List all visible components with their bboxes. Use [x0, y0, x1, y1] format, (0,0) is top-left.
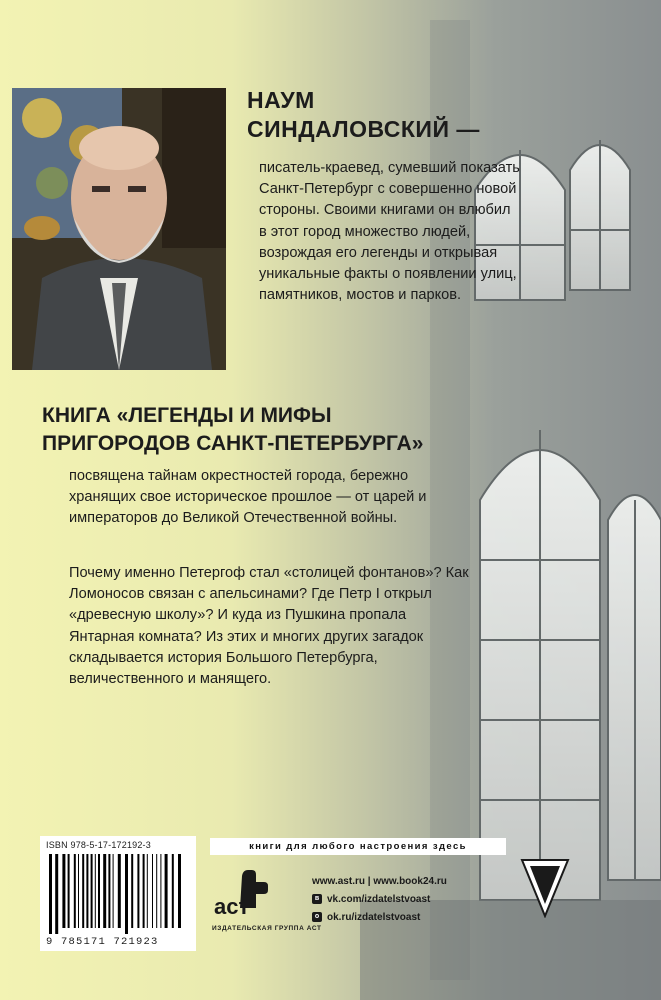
author-photo: [12, 88, 226, 370]
barcode-bar: [86, 854, 88, 928]
website-links[interactable]: www.ast.ru | www.book24.ru: [312, 875, 447, 887]
barcode-bar: [49, 854, 52, 934]
barcode-bar: [118, 854, 121, 928]
barcode-bars: [45, 854, 191, 934]
barcode-bar: [113, 854, 114, 928]
barcode-bar: [156, 854, 157, 928]
barcode-bar: [178, 854, 181, 928]
book-description-paragraph-1: посвящена тайнам окрестностей города, бережно хранящих свое историческое прошлое — от царей и императоров до Великой Отечественной войны.: [69, 468, 427, 527]
barcode-bar: [103, 854, 106, 928]
barcode-bar: [160, 854, 161, 928]
book-description-paragraph-2: Почему именно Петергоф стал «столицей фонтанов»? Как Ломоносов связан с апельсинами? Где Петр I открыл «древесную школу»? И куда из Пушкина пропала Янтарная комната? Из этих и многих других загадок складывается история Большого Петербурга, величественного и манящего.: [69, 565, 469, 688]
barcode-area: [40, 836, 196, 951]
book-title: [42, 402, 423, 458]
barcode-bar: [74, 854, 76, 928]
barcode-bar: [68, 854, 70, 928]
barcode-digits: 9 785171 721923: [46, 936, 159, 948]
book-title-line2: ПРИГОРОДОВ САНКТ-ПЕТЕРБУРГА»: [42, 432, 424, 455]
v-publisher-mark: [520, 858, 570, 918]
isbn-label: ISBN 978-5-17-172192-3: [46, 840, 151, 850]
barcode-bar: [147, 854, 148, 928]
author-name-line1: НАУМ: [247, 87, 315, 113]
barcode-bar: [131, 854, 133, 928]
barcode-bar: [125, 854, 128, 934]
vk-link-text: vk.com/izdatelstvoast: [327, 893, 431, 905]
barcode-bar: [108, 854, 110, 928]
vk-link[interactable]: [312, 890, 447, 908]
author-bio: писатель-краевед, сумевший показать Санкт-Петербург с совершенно новой стороны. Своими книгами он влюбил в этот город множество людей, возрождая его легенды и открывая уникальные факты о появлении улиц, памятников, мостов и парков.: [259, 160, 520, 304]
ok-link[interactable]: [312, 908, 447, 926]
ok-link-text: ok.ru/izdatelstvoast: [327, 911, 421, 923]
barcode-bar: [78, 854, 79, 928]
barcode-bar: [62, 854, 65, 928]
ast-logo: [212, 868, 286, 922]
barcode-bar: [82, 854, 84, 928]
ast-logo-text: аст: [214, 894, 250, 919]
barcode-bar: [152, 854, 153, 928]
publisher-label: ИЗДАТЕЛЬСКАЯ ГРУППА АСТ: [212, 925, 322, 932]
vk-icon: в: [312, 894, 322, 904]
barcode-bar: [91, 854, 93, 928]
barcode-bar: [95, 854, 96, 928]
barcode-bar: [137, 854, 139, 928]
publisher-slogan: книги для любого настроения здесь: [210, 838, 506, 855]
barcode-bar: [172, 854, 174, 928]
book-title-line1: КНИГА «ЛЕГЕНДЫ И МИФЫ: [42, 404, 332, 427]
barcode-bar: [143, 854, 145, 928]
author-name-line2: СИНДАЛОВСКИЙ —: [247, 116, 480, 142]
author-name: [247, 86, 480, 144]
barcode-bar: [55, 854, 58, 934]
barcode-bar: [165, 854, 168, 928]
ok-icon: о: [312, 912, 322, 922]
publisher-links: [312, 872, 447, 926]
barcode-bar: [98, 854, 100, 928]
